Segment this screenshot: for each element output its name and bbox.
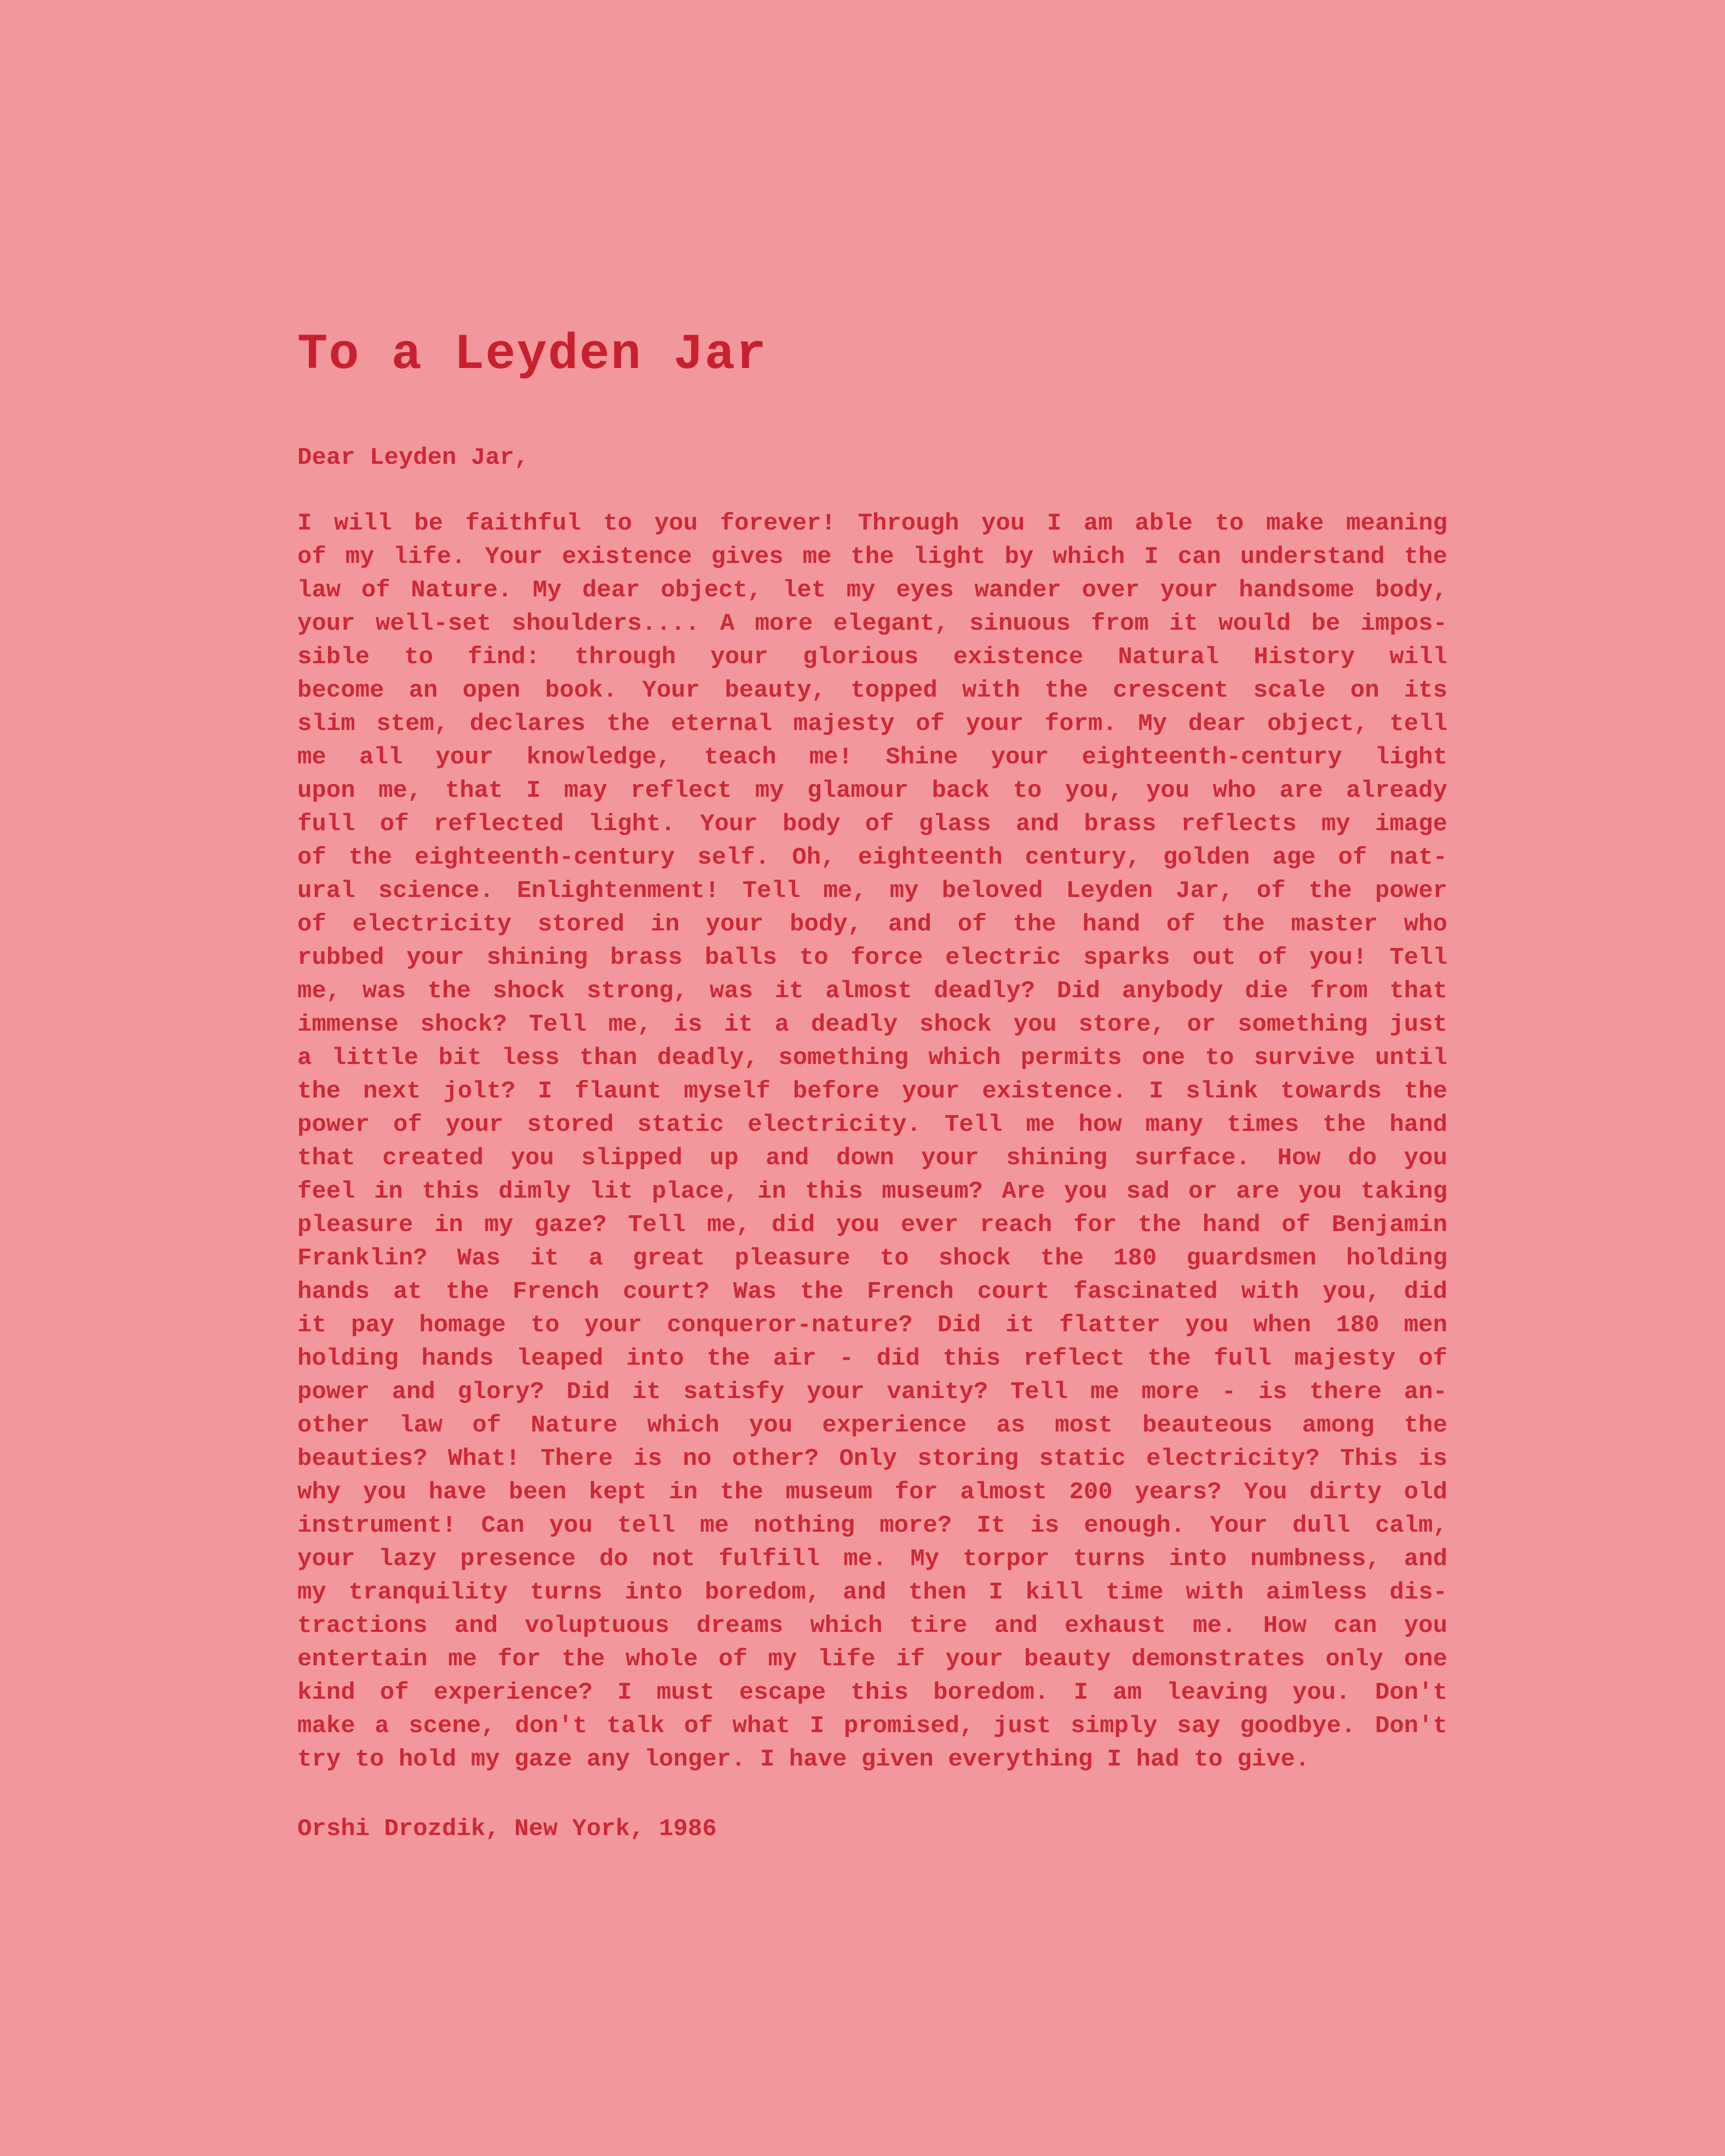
letter-title: To a Leyden Jar <box>297 326 768 383</box>
letter-line: sible to find: through your glorious existence Natural History will <box>297 643 1447 671</box>
letter-line: Franklin? Was it a great pleasure to shock the 180 guardsmen holding <box>297 1245 1447 1272</box>
letter-line: law of Nature. My dear object, let my eyes wander over your handsome body, <box>297 577 1447 604</box>
letter-line: of electricity stored in your body, and of the hand of the master who <box>297 911 1447 938</box>
letter-line: tractions and voluptuous dreams which tire and exhaust me. How can you <box>297 1612 1447 1640</box>
letter-line: pleasure in my gaze? Tell me, did you ever reach for the hand of Benjamin <box>297 1211 1447 1239</box>
letter-line: a little bit less than deadly, something which permits one to survive until <box>297 1044 1447 1072</box>
letter-line: rubbed your shining brass balls to force electric sparks out of you! Tell <box>297 944 1447 971</box>
letter-line: the next jolt? I flaunt myself before your existence. I slink towards the <box>297 1078 1447 1105</box>
letter-line: my tranquility turns into boredom, and then I kill time with aimless dis- <box>297 1579 1447 1606</box>
letter-line: instrument! Can you tell me nothing more? It is enough. Your dull calm, <box>297 1512 1447 1539</box>
letter-salutation: Dear Leyden Jar, <box>297 444 529 472</box>
letter-line: try to hold my gaze any longer. I have given everything I had to give. <box>297 1746 1310 1773</box>
letter-line: your well-set shoulders.... A more elegant, sinuous from it would be impos- <box>297 610 1447 637</box>
letter-line: full of reflected light. Your body of glass and brass reflects my image <box>297 810 1447 838</box>
letter-line: your lazy presence do not fulfill me. My torpor turns into numbness, and <box>297 1545 1447 1573</box>
letter-line: that created you slipped up and down your shining surface. How do you <box>297 1145 1447 1172</box>
letter-line: become an open book. Your beauty, topped with the crescent scale on its <box>297 677 1447 704</box>
letter-line: power of your stored static electricity. Tell me how many times the hand <box>297 1111 1447 1139</box>
letter-line: feel in this dimly lit place, in this museum? Are you sad or are you taking <box>297 1178 1447 1205</box>
letter-line: it pay homage to your conqueror-nature? Did it flatter you when 180 men <box>297 1312 1447 1339</box>
letter-body <box>297 507 1447 1776</box>
letter-line: hands at the French court? Was the French court fascinated with you, did <box>297 1278 1447 1306</box>
letter-line: of the eighteenth-century self. Oh, eighteenth century, golden age of nat- <box>297 844 1447 871</box>
letter-line: holding hands leaped into the air - did this reflect the full majesty of <box>297 1345 1447 1372</box>
letter-line: I will be faithful to you forever! Through you I am able to make meaning <box>297 510 1447 537</box>
letter-line: of my life. Your existence gives me the light by which I can understand the <box>297 543 1447 571</box>
letter-line: slim stem, declares the eternal majesty of your form. My dear object, tell <box>297 710 1447 738</box>
letter-line: entertain me for the whole of my life if your beauty demonstrates only one <box>297 1646 1447 1673</box>
letter-line: upon me, that I may reflect my glamour back to you, you who are already <box>297 777 1447 804</box>
letter-line: immense shock? Tell me, is it a deadly shock you store, or something just <box>297 1011 1447 1038</box>
letter-line: power and glory? Did it satisfy your vanity? Tell me more - is there an- <box>297 1378 1447 1406</box>
letter-line: me all your knowledge, teach me! Shine your eighteenth-century light <box>297 744 1447 771</box>
letter-line: beauties? What! There is no other? Only storing static electricity? This is <box>297 1445 1447 1473</box>
letter-line: ural science. Enlightenment! Tell me, my beloved Leyden Jar, of the power <box>297 877 1447 905</box>
letter-line: kind of experience? I must escape this boredom. I am leaving you. Don't <box>297 1679 1447 1706</box>
letter-line: why you have been kept in the museum for almost 200 years? You dirty old <box>297 1479 1447 1506</box>
letter-line: make a scene, don't talk of what I promised, just simply say goodbye. Don't <box>297 1712 1447 1740</box>
letter-signature: Orshi Drozdik, New York, 1986 <box>297 1815 717 1843</box>
letter-line: me, was the shock strong, was it almost deadly? Did anybody die from that <box>297 978 1447 1005</box>
letter-line: other law of Nature which you experience as most beauteous among the <box>297 1412 1447 1439</box>
